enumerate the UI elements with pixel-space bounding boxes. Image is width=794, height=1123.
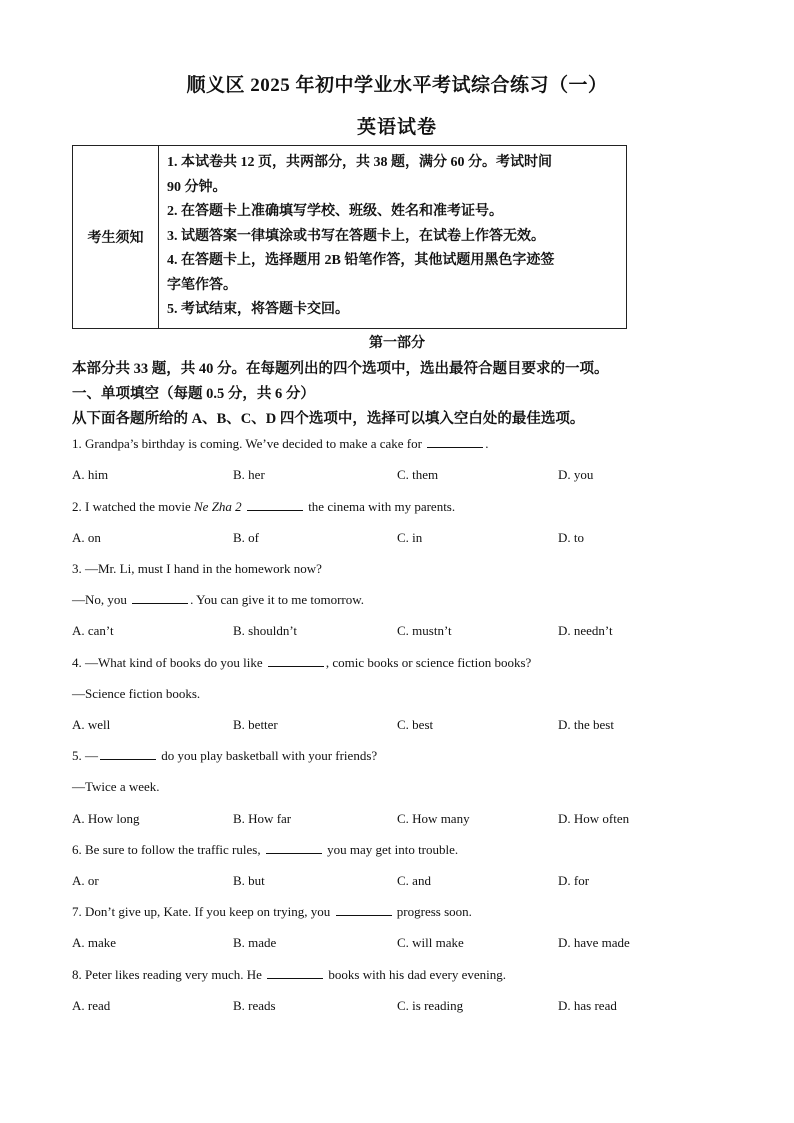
stem-text: 7. Don’t give up, Kate. If you keep on trying, you [72, 904, 334, 919]
option-b: B. better [233, 717, 278, 732]
question-1-stem [72, 436, 488, 452]
notice-item: 2. 在答题卡上准确填写学校、班级、姓名和准考证号。 [167, 204, 503, 220]
option-c: C. them [397, 467, 439, 482]
option-c: C. How many [397, 811, 470, 826]
option-b: B. reads [233, 998, 276, 1013]
stem-text: 5. — [72, 748, 98, 763]
option-a: A. or [72, 873, 99, 888]
exam-subtitle: 英语试卷 [356, 117, 437, 138]
exam-title: 顺义区 2025 年初中学业水平考试综合练习（一） [186, 75, 608, 96]
part-intro: 本部分共 33 题，共 40 分。在每题列出的四个选项中，选出最符合题目要求的一项。 [72, 361, 609, 377]
question-3-stem: 3. —Mr. Li, must I hand in the homework now? [72, 561, 322, 576]
option-b: B. her [233, 467, 265, 482]
option-b: B. made [233, 935, 277, 950]
option-c: C. and [397, 873, 431, 888]
question-3-reply [72, 592, 364, 608]
answer-blank [100, 748, 156, 760]
option-b: B. but [233, 873, 265, 888]
option-c: C. in [397, 530, 423, 545]
notice-item: 字笔作答。 [167, 277, 237, 293]
stem-text: 1. Grandpa’s birthday is coming. We’ve decided to make a cake for [72, 436, 426, 451]
candidate-notice-table [72, 145, 627, 329]
option-b: B. How far [233, 811, 292, 826]
notice-item: 1. 本试卷共 12 页，共两部分，共 38 题，满分 60 分。考试时间 [167, 155, 552, 171]
stem-text: books with his dad every evening. [325, 967, 507, 982]
question-5-stem [72, 748, 377, 764]
option-c: C. is reading [397, 998, 464, 1013]
option-a: A. How long [72, 811, 140, 826]
section-instruction: 从下面各题所给的 A、B、C、D 四个选项中，选择可以填入空白处的最佳选项。 [72, 411, 585, 427]
question-7-stem [72, 904, 472, 920]
answer-blank [427, 436, 483, 448]
option-b: B. of [233, 530, 259, 545]
stem-text: progress soon. [393, 904, 472, 919]
stem-text: the cinema with my parents. [304, 499, 456, 514]
option-a: A. read [72, 998, 111, 1013]
answer-blank [336, 904, 392, 916]
section-title: 一、单项填空（每题 0.5 分，共 6 分） [72, 386, 315, 402]
stem-text: 4. —What kind of books do you like [72, 655, 266, 670]
option-d: D. for [558, 873, 590, 888]
option-c: C. will make [397, 935, 464, 950]
notice-item: 4. 在答题卡上，选择题用 2B 铅笔作答，其他试题用黑色字迹签 [167, 253, 555, 269]
option-a: A. make [72, 935, 117, 950]
question-5-reply: —Twice a week. [72, 779, 160, 794]
option-b: B. shouldn’t [233, 623, 298, 638]
stem-text: , comic books or science fiction books? [325, 655, 532, 670]
answer-blank [132, 592, 188, 604]
option-c: C. best [397, 717, 434, 732]
question-2-stem [72, 499, 455, 515]
stem-text: . You can give it to me tomorrow. [190, 592, 365, 607]
option-a: A. can’t [72, 623, 114, 638]
notice-item: 3. 试题答案一律填涂或书写在答题卡上，在试卷上作答无效。 [167, 228, 545, 244]
option-d: D. has read [558, 998, 617, 1013]
option-d: D. the best [558, 717, 614, 732]
option-a: A. him [72, 467, 109, 482]
option-a: A. well [72, 717, 111, 732]
stem-text: 2. I watched the movie [72, 499, 195, 514]
stem-text: do you play basketball with your friends? [158, 748, 378, 763]
answer-blank [268, 655, 324, 667]
answer-blank [266, 842, 322, 854]
question-4-stem [72, 655, 531, 671]
part-title: 第一部分 [369, 336, 425, 351]
answer-blank [247, 499, 303, 511]
question-6-stem [72, 842, 458, 858]
notice-label: 考生须知 [73, 146, 159, 329]
option-a: A. on [72, 530, 101, 545]
option-c: C. mustn’t [397, 623, 452, 638]
stem-text: you may get into trouble. [323, 842, 459, 857]
stem-text: 6. Be sure to follow the traffic rules, [72, 842, 264, 857]
answer-blank [267, 967, 323, 979]
movie-title: Ne Zha 2 [194, 499, 242, 514]
option-d: D. How often [558, 811, 630, 826]
option-d: D. you [558, 467, 594, 482]
question-8-stem [72, 967, 506, 983]
stem-text: 8. Peter likes reading very much. He [72, 967, 266, 982]
option-d: D. to [558, 530, 584, 545]
notice-item: 90 分钟。 [167, 179, 227, 195]
notice-body [159, 146, 627, 329]
question-4-reply: —Science fiction books. [72, 686, 201, 701]
stem-text: . [485, 436, 489, 451]
notice-item: 5. 考试结束，将答题卡交回。 [167, 302, 349, 318]
stem-text: —No, you [72, 592, 131, 607]
option-d: D. needn’t [558, 623, 613, 638]
option-d: D. have made [558, 935, 630, 950]
